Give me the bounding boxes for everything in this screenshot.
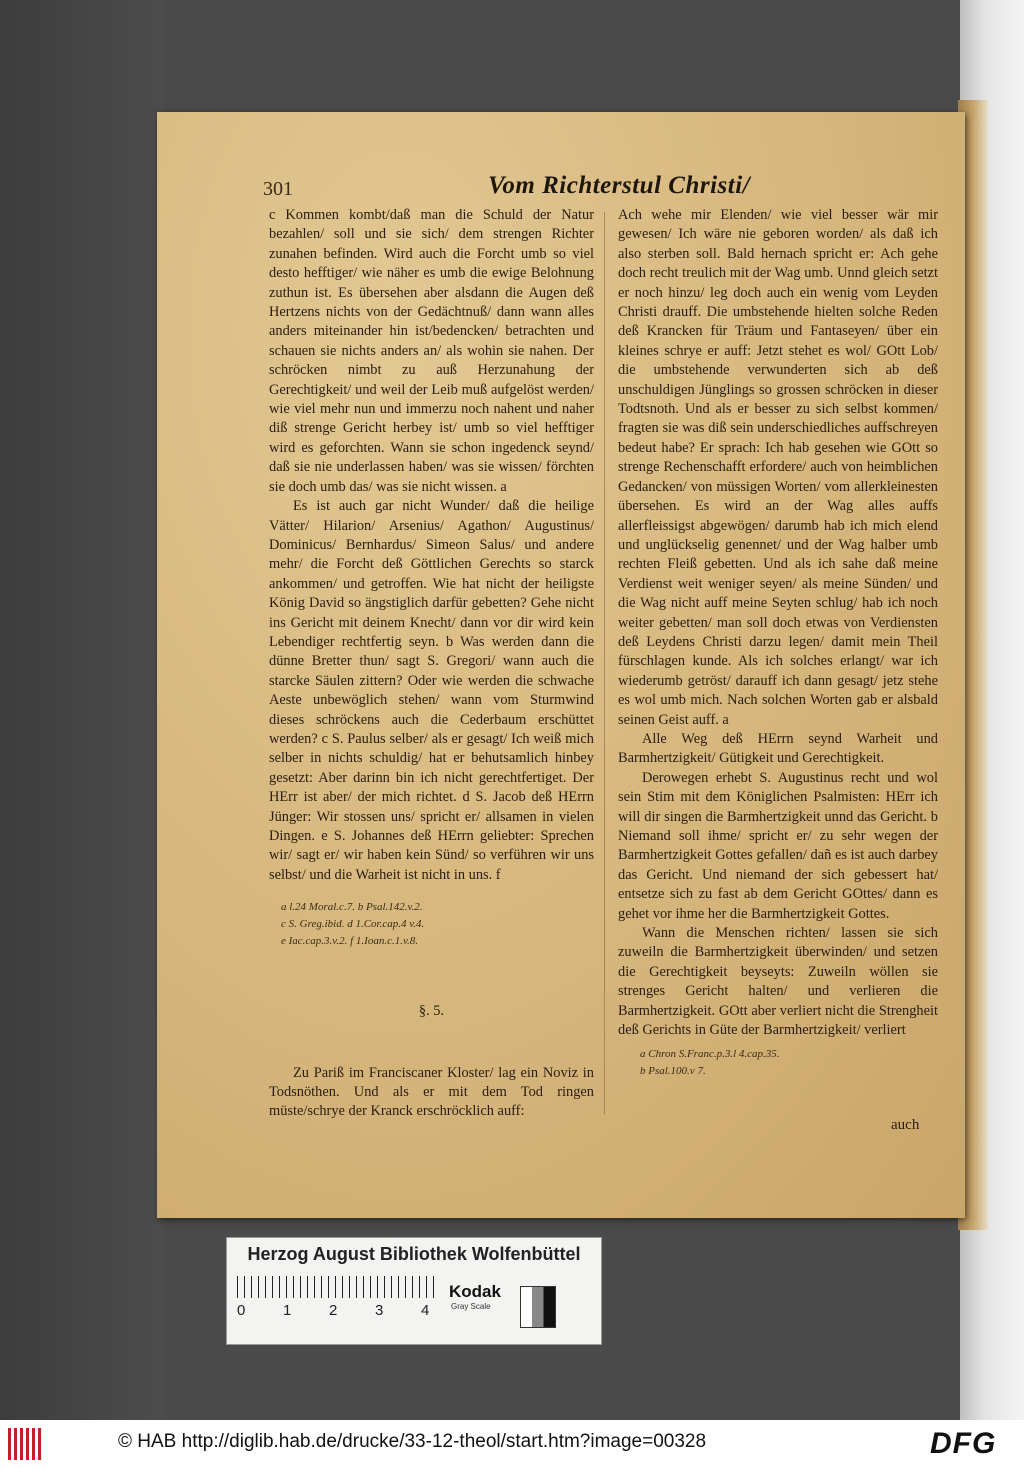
paragraph: Wann die Menschen richten/ lassen sie sich zuweiln die Barmhertzigkeit überwinden/ und setzen die Gerechtigkeit beyseyts: Zuweiln wöllen sie strenges Gericht halten/ und verlieren die Barmhertzigkeit. GOtt aber verliert nicht die Strengheit deß Gerichts in Güte der Barmhertzigkeit/ verliert xyxy=(618,925,938,1039)
note: c S. Greg.ibid. d 1.Cor.cap.4 v.4. xyxy=(281,918,425,931)
paragraph: Zu Pariß im Franciscaner Kloster/ lag ein Noviz in Todsnöthen. Und als er mit dem Tod ringen müste/schrye der Kranck erschröcklich auff: xyxy=(269,1064,594,1120)
paragraph: c Kommen kombt/daß man die Schuld der Natur bezahlen/ soll und sie sich/ dem strengen Richter zunahen befinden. Wird auch die Forcht umb so viel desto hefftiger/ wie näher es umb die ewige Belohnung zuthun ist. Es übersehen aber alsdann die Augen deß Hertzens nichts von der Gedächtnuß/ dann wann alles anders miteinander hin ist/bedencken/ betrachten und schauen sie nichts anders an/ als wohin sie nahen. Der schröcken nimbt zu auß Herzunahung der Gerechtigkeit/ und weil der Leib muß aufgelöst werden/ wie viel mehr nun und immerzu noch nahent und naher diß strenge Gericht herbey ist/ umb so viel hefftiger wird es geforchten. Wann sie schon ingedenck seynd/ daß sie nie underlassen haben/ was sie wissen/ förchten sie doch umb das/ was sie nicht wissen. a xyxy=(269,207,594,495)
paragraph: Ach wehe mir Elenden/ wie viel besser wär mir gewesen/ Ich wäre nie geboren worden/ als daß ich also sterben soll. Bald hernach spricht er: Ach gehe doch recht treulich mit der Wag umb. Unnd gleich setzt er noch hinzu/ leg doch auch ein wenig vom Leyden Christi drauff. Die umbstehende hielten solche Reden deß Krancken für Träum und Fantaseyen/ über ein kleines schrye er auff: Jetzt stehet es wol/ GOtt Lob/ die umbstehende verwunderten sich ab deß unschuldigen Jünglings so grossen schröcken in dieser Todtsnoth. Und als er besser zu sich selbst kommen/ fragten sie was diß sein underschiedliches auffschreyen bedeut habe? Er sprach: Ich hab gesehen wie GOtt so strenge Rechenschafft erfordere/ auch von heimblichen Gedancken/ von müssigen Worten/ vom allerkleinesten übersehen. Es wird an der Wag alles auffs allerfleissigst abgewögen/ darumb hab ich mich elend und unglückselig genennet/ und der Wag halber umb rechten Fleiß gebetten. Und als ich sahe daß meine Verdienst weit weniger seyen/ als meine Sünden/ und die Wag nicht auff meine Seyten schlug/ hab ich noch weiter gebetten/ man soll doch etwas von Verdiensten deß Leydens Christi darzu legen/ damit mein Theil fürschlagen kunde. Als ich solches erlangt/ war ich wiederumb getröst/ darauff ich dann gesagt/ jetz stehe es wol umb mich. Nach solchen Worten gab er alsbald seinen Geist auff. a xyxy=(618,207,938,728)
paragraph: Derowegen erhebt S. Augustinus recht und wol sein Stim mit dem Königlichen Psalmisten: HErr ich will dir singen die Barmhertzigkeit unnd das Gericht. b Niemand soll ihme/ spricht er/ zu sehr wegen der Barmhertzigkeit Gottes gefallen/ dañ es ist auch darbey das Gericht. Und niemand der sich gebessert hat/ entsetze sich zu fast ab dem Gericht GOttes/ dann es gehet vor ihme her die Barmhertzigkeit Gottes. xyxy=(618,769,938,922)
section-mark: §. 5. xyxy=(418,1003,445,1020)
color-target xyxy=(226,1237,602,1345)
ruler-number: 4 xyxy=(421,1302,430,1319)
backdrop-left xyxy=(0,0,165,1420)
ruler xyxy=(237,1276,439,1332)
note: a Chron S.Franc.p.3.l 4.cap.35. xyxy=(640,1048,780,1061)
book-page xyxy=(157,112,965,1218)
running-head: Vom Richterstul Christi/ xyxy=(488,172,751,199)
copyright-link[interactable]: © HAB http://diglib.hab.de/drucke/33-12-theol/start.htm?image=00328 xyxy=(118,1431,707,1452)
column-divider xyxy=(604,212,605,1114)
ruler-number: 3 xyxy=(375,1302,384,1319)
page-number: 301 xyxy=(263,178,293,200)
marginal-notes xyxy=(281,899,594,950)
hab-logo-icon xyxy=(8,1428,44,1460)
gray-scale-patch xyxy=(520,1286,556,1328)
right-column xyxy=(618,206,938,1080)
paragraph: Es ist auch gar nicht Wunder/ daß die heilige Vätter/ Hilarion/ Arsenius/ Agathon/ Augustinus/ Dominicus/ Bernhardus/ Simeon Salus/ und andere mehr/ die Forcht deß Göttlichen Gerechts so starck ankommen/ und getroffen. Wie hat nicht der heiligste König David so ängstiglich darfür gebetten? Gehe nicht ins Gericht mit deinem Knecht/ dann vor dir wird kein Lebendiger rechtfertig seyn. b Was werden dann die dünne Bretter thun/ sagt S. Gregori/ wann auch die starcke Säulen zittern? Oder wie werden die schwache Aeste unbewöglich stehen/ wann vom Sturmwind dieses schröckens auch die Cederbaum erschüttet werden? c S. Paulus selber/ als er gesagt/ Ich weiß mich selber in nichts schuldig/ hat er behutsamlich hinbey gesetzt: Aber darinn bin ich nicht gerechtfertiget. Der HErr ist aber/ der mich richtet. d S. Jacob deß HErrn Jünger: Wir stossen uns/ spricht er/ allsamen in vielen Dingen. e S. Johannes deß HErrn geliebter: Sprechen wir/ sagt er/ wir haben kein Sünd/ so verführen wir uns selbst/ und die Warheit ist nicht in uns. f xyxy=(269,498,594,883)
dfg-logo: DFG xyxy=(930,1427,997,1460)
ruler-number: 0 xyxy=(237,1302,246,1319)
note: b Psal.100.v 7. xyxy=(640,1065,706,1078)
footer-bar xyxy=(0,1420,1024,1468)
catchword: auch xyxy=(891,1117,920,1133)
ruler-number: 1 xyxy=(283,1302,292,1319)
left-column xyxy=(269,206,594,1122)
kodak-label: Kodak xyxy=(449,1282,501,1301)
target-title: Herzog August Bibliothek Wolfenbüttel xyxy=(247,1244,581,1264)
ruler-ticks xyxy=(237,1276,439,1298)
page-header xyxy=(263,170,905,204)
marginal-notes xyxy=(640,1046,938,1080)
note: a l.24 Moral.c.7. b Psal.142.v.2. xyxy=(281,901,423,914)
paragraph: Alle Weg deß HErrn seynd Warheit und Barmhertzigkeit/ Gütigkeit und Gerechtigkeit. xyxy=(618,730,938,767)
note: e Iac.cap.3.v.2. f 1.Ioan.c.1.v.8. xyxy=(281,935,419,948)
ruler-number: 2 xyxy=(329,1302,338,1319)
gray-scale-label: Gray Scale xyxy=(451,1302,491,1311)
